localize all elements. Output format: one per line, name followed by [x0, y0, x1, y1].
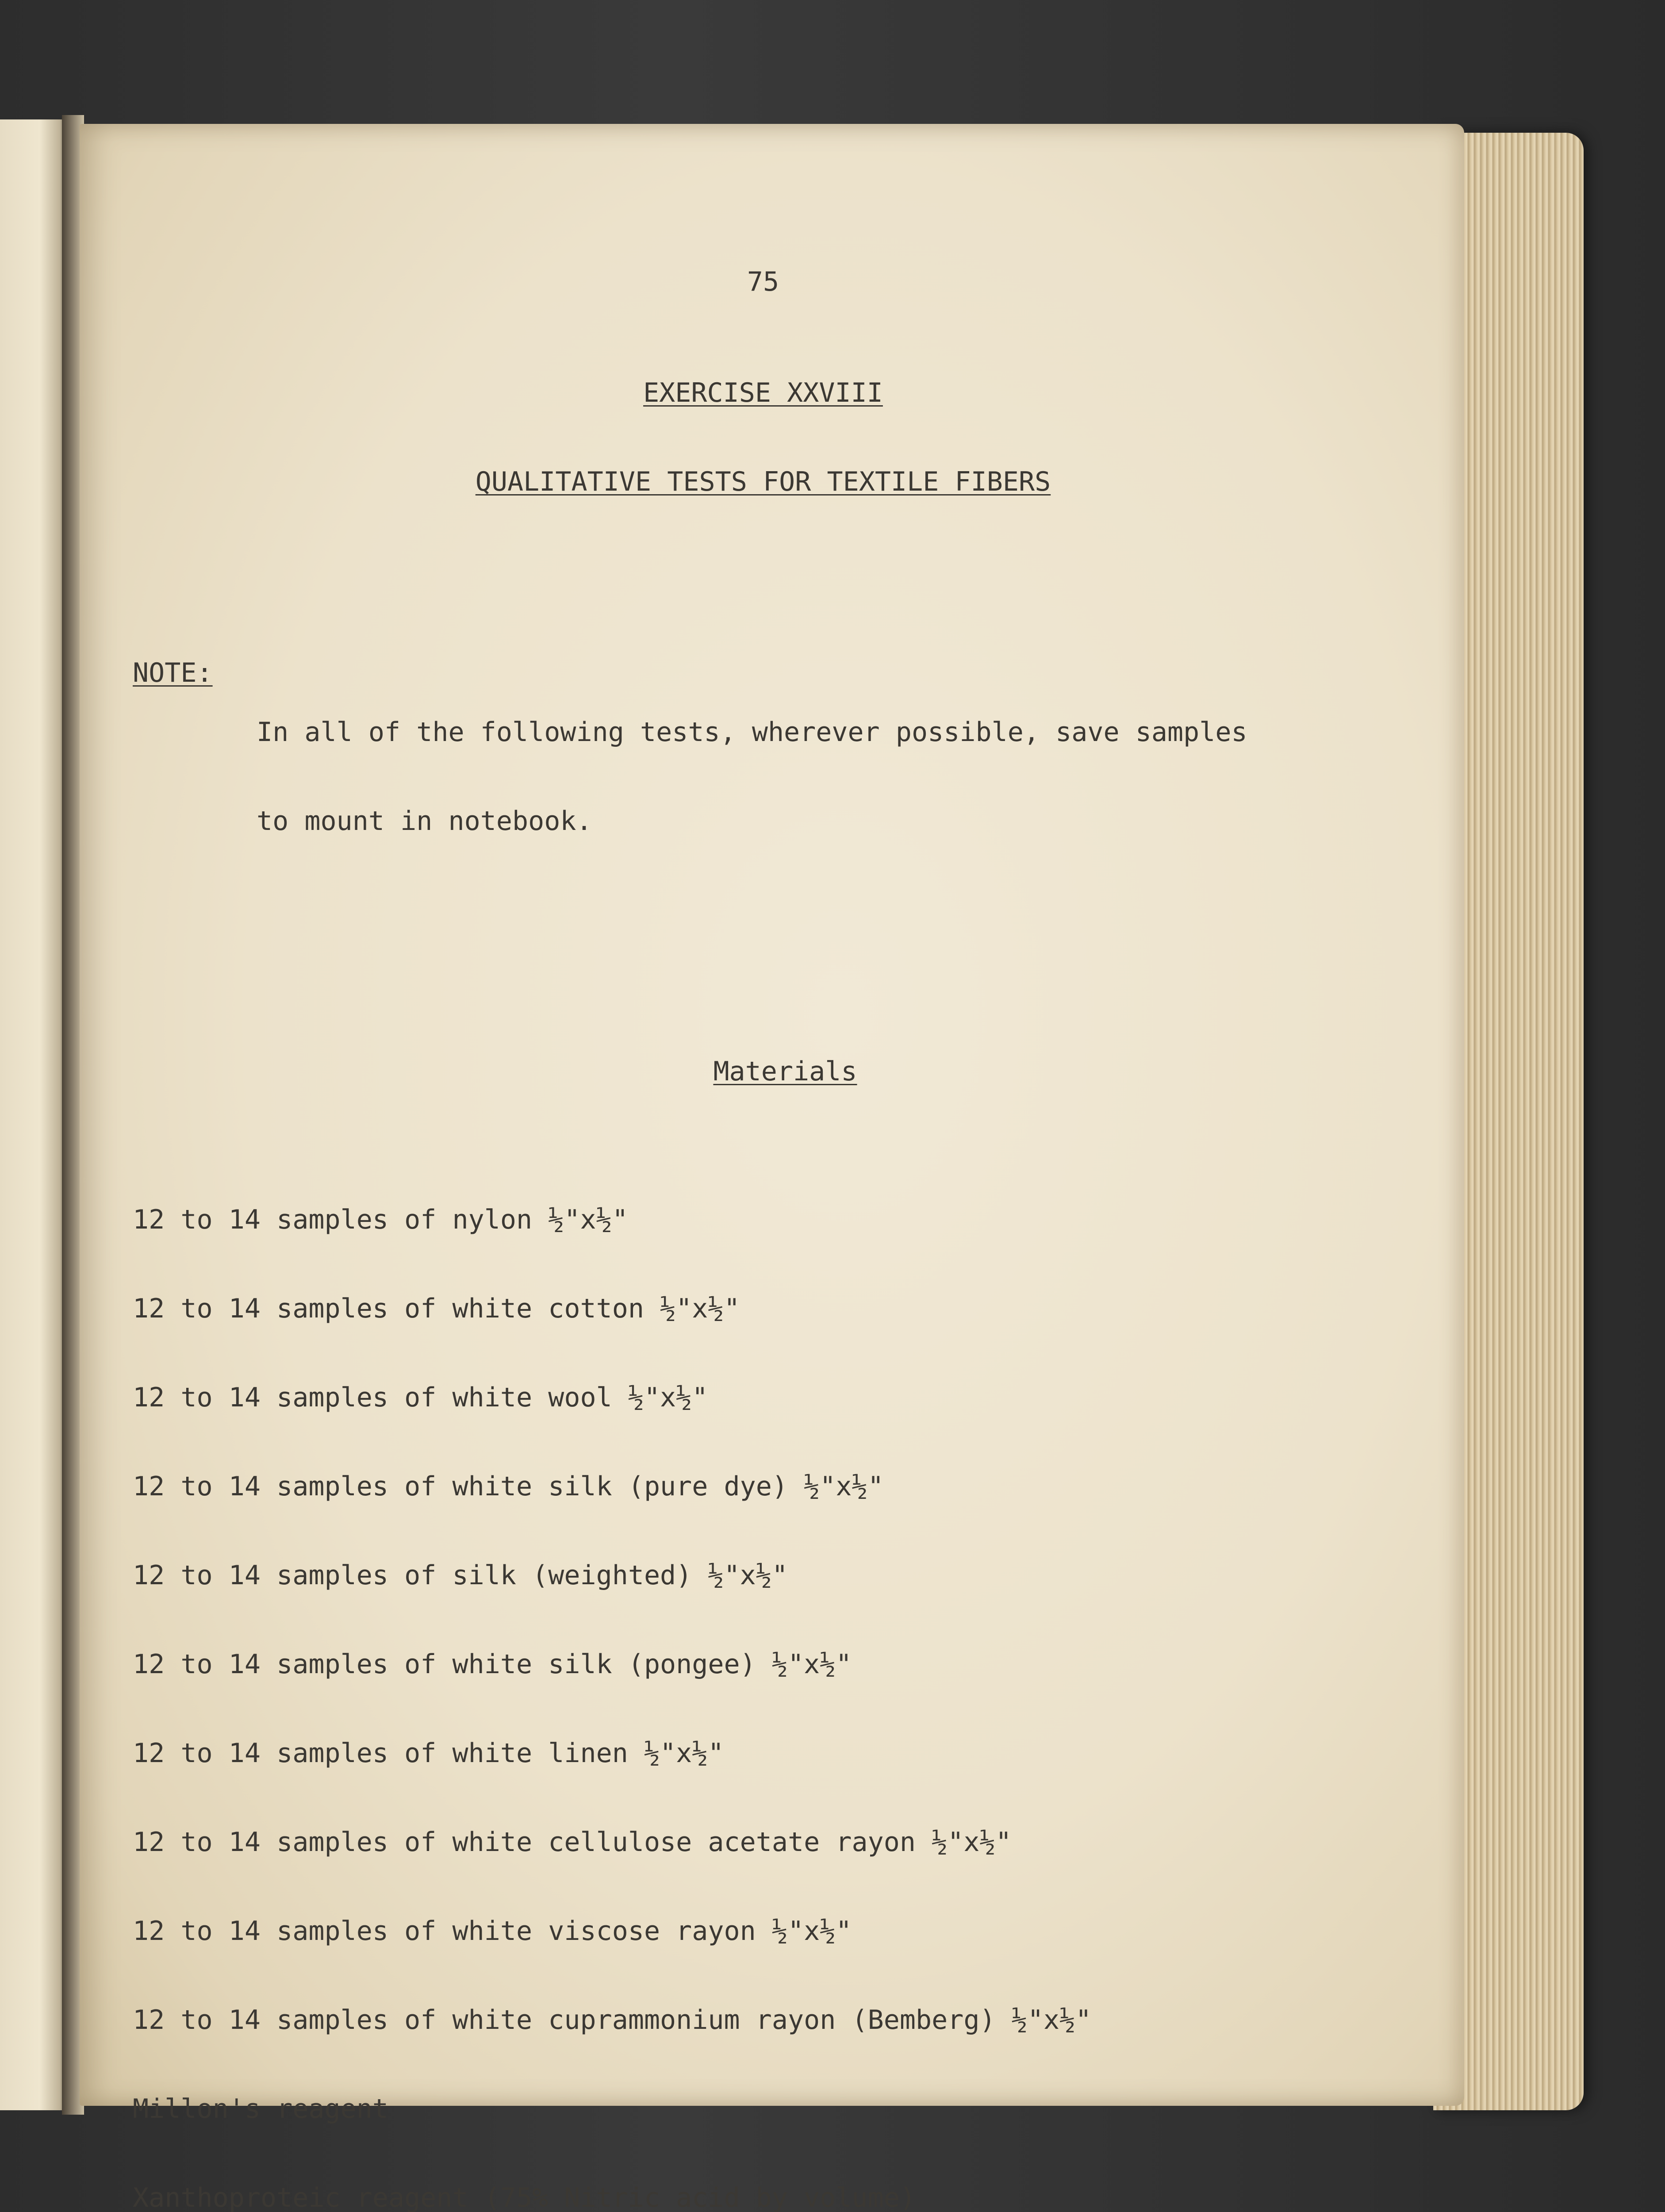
- materials-item: 12 to 14 samples of silk (weighted) ½"x½": [133, 1560, 788, 1591]
- materials-heading: Materials: [713, 1056, 857, 1087]
- materials-item: 12 to 14 samples of white silk (pure dye) ½"x½": [133, 1471, 884, 1502]
- exercise-subtitle: QUALITATIVE TESTS FOR TEXTILE FIBERS: [475, 466, 1051, 497]
- materials-item: 12 to 14 samples of white cotton ½"x½": [133, 1293, 740, 1324]
- note: [133, 658, 1393, 895]
- materials-item: 12 to 14 samples of white cellulose acetate rayon ½"x½": [133, 1827, 1012, 1858]
- materials-item: Millon's reagent: [133, 2093, 388, 2124]
- materials-item: 12 to 14 samples of white wool ½"x½": [133, 1382, 708, 1413]
- page-number: 75: [747, 266, 779, 297]
- materials-item: Xanthoproteic reagent (75% Nitric acid by volume): [133, 2182, 916, 2212]
- materials-item: 12 to 14 samples of white cuprammonium rayon (Bemberg) ½"x½": [133, 2005, 1092, 2035]
- note-label: NOTE:: [133, 657, 213, 688]
- page-text: [133, 208, 1393, 2212]
- materials-item: 12 to 14 samples of white viscose rayon ½"x½": [133, 1916, 852, 1947]
- materials-list: [133, 1146, 1393, 2212]
- previous-page-edge: [0, 119, 66, 2110]
- materials-item: 12 to 14 samples of white silk (pongee) ½"x½": [133, 1649, 852, 1680]
- materials-item: 12 to 14 samples of white linen ½"x½": [133, 1738, 724, 1769]
- exercise-title: EXERCISE XXVIII: [643, 377, 883, 408]
- note-line: to mount in notebook.: [257, 806, 592, 837]
- materials-item: 12 to 14 samples of nylon ½"x½": [133, 1204, 628, 1235]
- note-line: In all of the following tests, wherever possible, save samples: [257, 717, 1247, 748]
